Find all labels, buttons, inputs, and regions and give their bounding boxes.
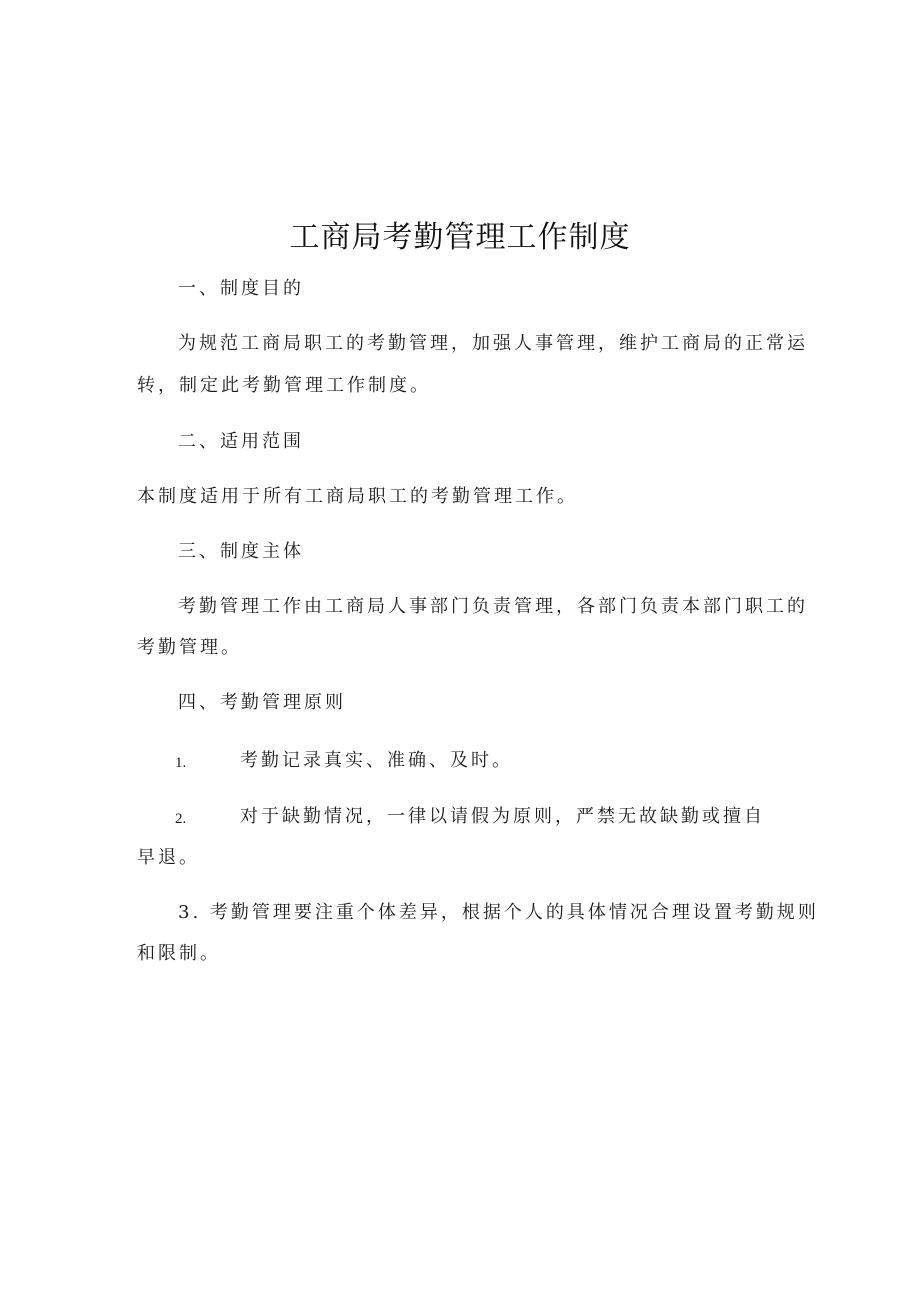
paragraph-purpose-line-2: 转，制定此考勤管理工作制度。 — [137, 375, 431, 396]
list-item-text: 对于缺勤情况，一律以请假为原则，严禁无故缺勤或擅自 — [240, 806, 765, 827]
paragraph-subject-line-2: 考勤管理。 — [137, 637, 242, 658]
section-heading-subject: 三、制度主体 — [178, 541, 304, 562]
paragraph-scope-line-1: 本制度适用于所有工商局职工的考勤管理工作。 — [137, 486, 578, 507]
section-heading-purpose: 一、制度目的 — [178, 278, 304, 299]
paragraph-subject-line-1: 考勤管理工作由工商局人事部门负责管理，各部门负责本部门职工的 — [178, 596, 808, 617]
list-item-text-continuation: 早退。 — [137, 847, 200, 868]
section-heading-principles: 四、考勤管理原则 — [178, 692, 346, 713]
list-item-text-continuation: 和限制。 — [137, 943, 221, 964]
list-item-number: 1. — [175, 755, 187, 771]
paragraph-purpose-line-1: 为规范工商局职工的考勤管理，加强人事管理，维护工商局的正常运 — [178, 333, 808, 354]
list-item-text: 3. 考勤管理要注重个体差异，根据个人的具体情况合理设置考勤规则 — [178, 902, 819, 923]
list-item-number: 2. — [175, 811, 187, 827]
section-heading-scope: 二、适用范围 — [178, 431, 304, 452]
document-title: 工商局考勤管理工作制度 — [289, 220, 631, 255]
list-item-text: 考勤记录真实、准确、及时。 — [240, 750, 513, 771]
